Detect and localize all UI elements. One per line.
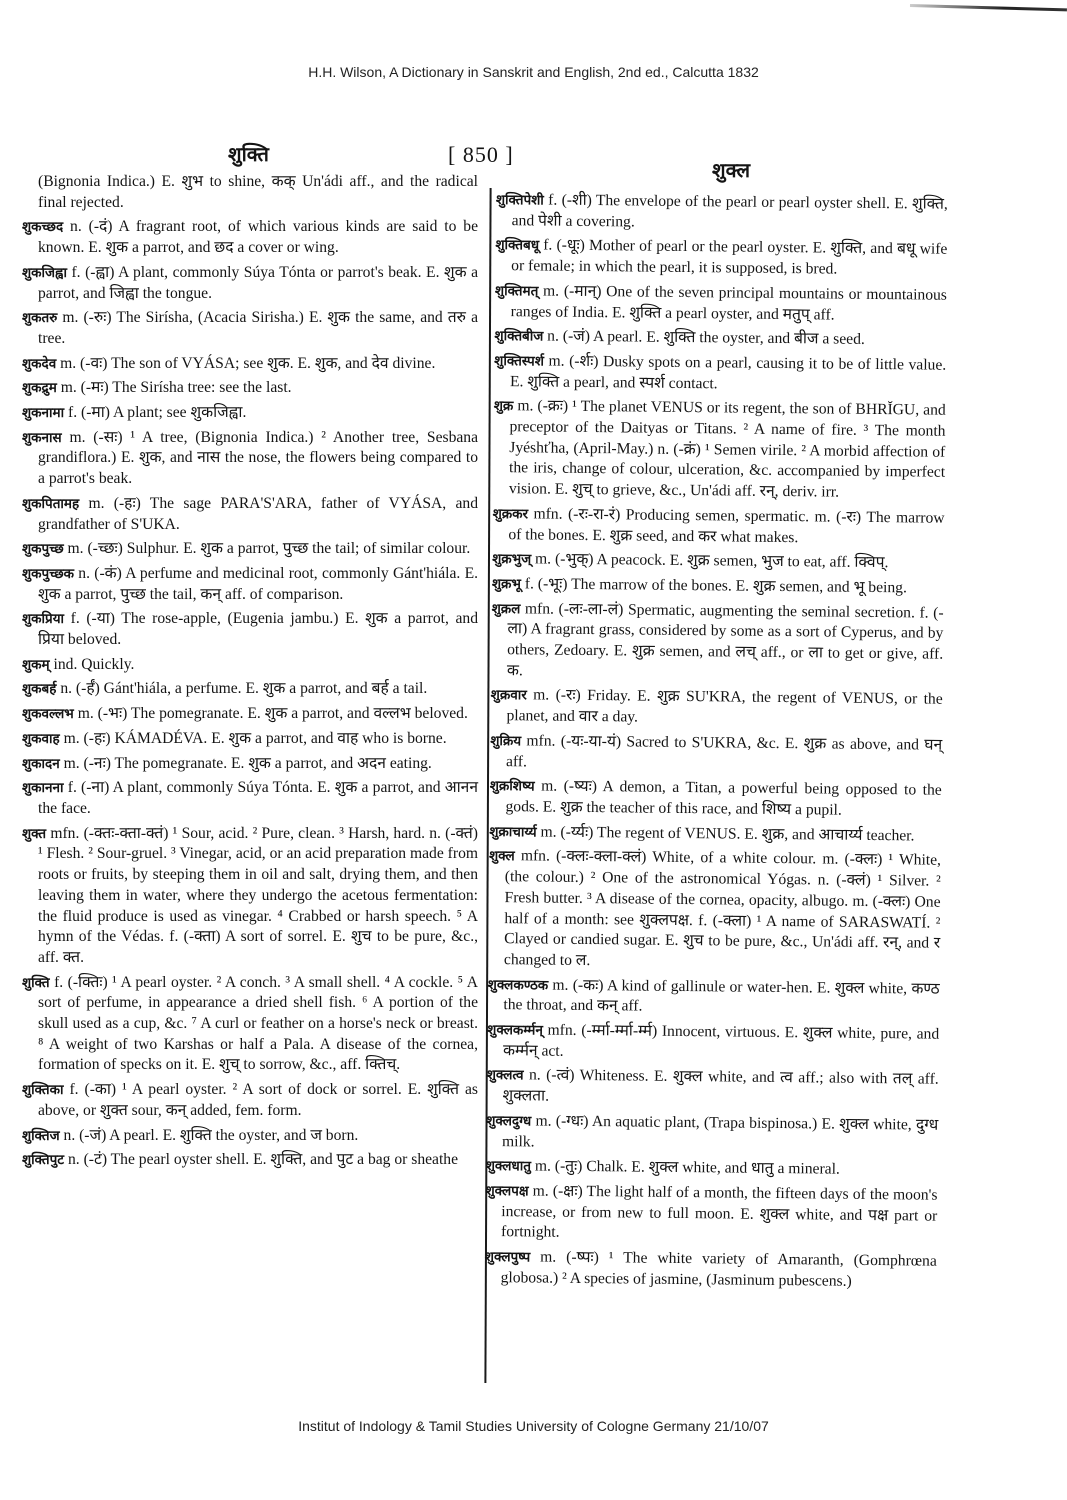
entry-definition: n. (-र्हं) Gánt'hiála, a perfume. E. शुक a parrot, and बर्ह a tail.	[56, 680, 428, 698]
dictionary-entry	[22, 1150, 478, 1171]
entry-headword: शुक्तिबधू	[495, 237, 540, 254]
dictionary-entry	[22, 378, 478, 399]
left-column	[22, 172, 478, 1175]
entry-definition: f. (-ना) A plant, commonly Súya Tónta. E. शुक a parrot, and आनन the face.	[38, 779, 478, 817]
entry-definition: m. (-क्रः) ¹ The planet VENUS or its regent, the son of BHRĬGU, and preceptor of the Daityas or Titans. ² A name of fire. ³ The month Jyéshťha, (April-May.) n. (-क्रं) ¹ Semen virile. ² A morbid affection of the iris, change of colour, ulceration, &c. accompanied by imperfect vision. E. शुच् to grieve, &c., Un'ádi aff. रन्, deriv. irr.	[508, 397, 946, 501]
entry-definition: f. (-भूः) The marrow of the bones. E. शुक्र semen, and भू being.	[520, 575, 907, 597]
dictionary-entry	[22, 609, 478, 650]
dictionary-entry	[487, 975, 939, 1021]
entry-definition: m. (-र्शः) Dusky spots on a pearl, causing it to be of little value. E. शुक्ति a pearl, and स्पर्श contact.	[509, 352, 947, 392]
dictionary-entry	[496, 190, 948, 236]
dictionary-entry	[492, 574, 944, 599]
entry-definition: f. (-क्तिः) ¹ A pearl oyster. ² A conch. ³ A small shell. ⁴ A cockle. ⁵ A sort of perfume, in appearance a dried shell fish. ⁶ A portion of the skull used as a cup, &c. ⁷ A curl or feather on a horse's neck or breast. ⁸ A weight of two Karshas or half a Pala. A disease of the cornea, formation of specks on it. E. शुच् to sorrow, &c., aff. क्तिच्.	[38, 973, 478, 1074]
entry-headword: शुकवल्लभ	[22, 706, 74, 723]
entry-headword: शुक्तिपेशी	[495, 191, 544, 209]
header-credit: H.H. Wilson, A Dictionary in Sanskrit and English, 2nd ed., Calcutta 1832	[308, 64, 759, 80]
entry-headword: शुकपितामह	[22, 495, 80, 512]
entry-definition: f. (-या) The rose-apple, (Eugenia jambu.) E. शुक a parrot, and प्रिया beloved.	[38, 610, 478, 649]
entry-headword: शुक्लधातु	[485, 1158, 532, 1175]
running-head-right: शुक्ल	[712, 158, 751, 182]
running-head-left: शुक्ति	[228, 142, 269, 166]
dictionary-entry	[494, 351, 946, 397]
entry-headword: शुक्त	[22, 825, 47, 842]
entry-definition: m. (-क्षः) The light half of a month, the fifteen days of the moon's increase, or from new to full moon. E. शुक्ल white, and पक्ष part or fortnight.	[501, 1182, 938, 1242]
dictionary-entry	[22, 263, 478, 304]
entry-definition: m. (-कः) A kind of gallinule or water-hen. E. शुक्ल white, कण्ठ the throat, and कन् aff.	[503, 976, 940, 1015]
dictionary-entry	[22, 679, 478, 700]
entry-headword: शुक्रल	[491, 600, 521, 617]
dictionary-entry	[22, 729, 478, 750]
entry-definition: f. (-मा) A plant; see शुकजिह्वा.	[64, 404, 247, 422]
entry-headword: शुक्तिका	[22, 1082, 64, 1099]
entry-definition: m. (-च्छः) Sulphur. E. शुक a parrot, पुच्छ the tail; of similar colour.	[63, 540, 471, 558]
entry-headword: शुक्तिमत्	[494, 282, 539, 300]
dictionary-entry	[22, 1080, 478, 1121]
entry-definition: n. (-त्वं) Whiteness. E. शुक्ल white, and त्व aff.; also with तल् aff. शुक्लता.	[502, 1066, 939, 1105]
entry-definition: m. (-हः) KÁMADÉVA. E. शुक a parrot, and वाह who is borne.	[59, 729, 447, 747]
entry-definition: m. (-रः) Friday. E. शुक्र SU'KRA, the regent of VENUS, or the planet, and वार a day.	[506, 686, 943, 726]
entry-headword: शुकनास	[22, 429, 62, 446]
entry-definition: n. (-टं) The pearl oyster shell. E. शुक्ति, and पुट a bag or sheathe	[64, 1151, 459, 1169]
entry-headword: शुक्रशिष्य	[489, 778, 535, 795]
dictionary-entry	[485, 1181, 938, 1248]
entry-definition: m. (-तुः) Chalk. E. शुक्ल white, and धातु a mineral.	[530, 1157, 840, 1178]
dictionary-entry	[486, 1065, 938, 1111]
entry-definition: mfn. (-रः-रा-रं) Producing semen, spermatic. m. (-रः) The marrow of the bones. E. शुक्र seed, and कर what makes.	[508, 505, 945, 546]
entry-headword: शुक्तिज	[22, 1127, 60, 1144]
dictionary-entry	[492, 504, 944, 550]
dictionary-entry	[22, 172, 478, 213]
entry-headword: शुकवाह	[22, 730, 60, 747]
entry-definition: m. (-भुक्) A peacock. E. शुक्र semen, भुज to eat, aff. क्विप्.	[531, 550, 889, 572]
dictionary-entry	[489, 776, 941, 822]
entry-headword: शुक्लकण्ठक	[487, 976, 549, 994]
dictionary-entry	[495, 281, 947, 327]
dictionary-entry	[491, 599, 944, 687]
entry-headword: शुकम्	[22, 656, 50, 673]
entry-definition: m. (-ष्यः) A demon, a Titan, a powerful being opposed to the gods. E. शुक्र the teacher of this race, and शिष्य a pupil.	[505, 777, 942, 819]
entry-definition: f. (-ह्वा) A plant, commonly Súya Tónta or parrot's beak. E. शुक a parrot, and जिह्वा the tongue.	[38, 263, 478, 302]
entry-headword: शुकादन	[22, 755, 60, 772]
dictionary-entry	[22, 704, 478, 725]
dictionary-entry	[494, 326, 946, 351]
entry-headword: शुक्र	[493, 398, 514, 415]
entry-headword: शुकबर्ह	[22, 681, 57, 698]
dictionary-entry	[490, 731, 942, 777]
dictionary-entry	[484, 1247, 936, 1293]
entry-headword: शुकानना	[22, 780, 64, 797]
entry-definition: ind. Quickly.	[49, 655, 135, 673]
entry-definition: n. (-दं) A fragrant root, of which various kinds are said to be known. E. शुक a parrot, and छद a cover or wing.	[38, 218, 478, 257]
entry-headword: शुक्ल	[488, 848, 515, 865]
dictionary-entry	[22, 973, 478, 1077]
entry-definition: f. (-का) ¹ A pearl oyster. ² A sort of dock or sorrel. E. शुक्ति as above, or शुक्त sour, कन् added, fem. form.	[38, 1081, 478, 1119]
entry-headword: शुकदेव	[22, 355, 57, 372]
entry-headword: शुक्लपुष्प	[484, 1248, 531, 1266]
dictionary-entry	[489, 822, 941, 847]
entry-definition: n. (-कं) A perfume and medicinal root, commonly Gánt'hiála. E. शुक a parrot, पुच्छ the tail, कन् aff. of comparison.	[38, 564, 478, 603]
entry-headword: शुक्राचार्य्य	[489, 823, 537, 841]
entry-definition: m. (-हः) The sage PARA'S'ARA, father of VYÁSA, and grandfather of S'UKA.	[38, 494, 478, 533]
entry-definition: (Bignonia Indica.) E. शुभ to shine, कक् Un'ádi aff., and the radical final rejected.	[38, 173, 478, 211]
dictionary-entry	[486, 1156, 938, 1181]
dictionary-entry	[22, 217, 478, 258]
entry-definition: f. (-शी) The envelope of the pearl or pearl oyster shell. E. शुक्ति, and पेशी a covering.	[511, 191, 948, 231]
entry-headword: शुकपुच्छ	[22, 541, 64, 558]
entry-headword: शुकनामा	[22, 405, 65, 422]
entry-headword: शुक्रवार	[490, 687, 527, 704]
entry-headword: शुक्लपक्ष	[485, 1182, 529, 1200]
dictionary-entry	[487, 1020, 939, 1066]
entry-headword: शुकतरु	[22, 310, 58, 327]
entry-definition: m. (-र्य्यः) The regent of VENUS. E. शुक्र, and आचार्य्य teacher.	[536, 823, 915, 845]
entry-definition: m. (-सः) ¹ A tree, (Bignonia Indica.) ² Another tree, Sesbana grandiflora.) E. शुक, and नास the nose, the flowers being compared to a parrot's beak.	[38, 428, 478, 488]
dictionary-entry	[22, 564, 478, 605]
dictionary-entry	[488, 846, 941, 975]
entry-definition: m. (-ग्धः) An aquatic plant, (Trapa bispinosa.) E. शुक्ल white, दुग्ध milk.	[501, 1112, 939, 1150]
scan-edge-line	[910, 4, 1067, 11]
entry-headword: शुक्तिपुट	[22, 1152, 65, 1169]
entry-headword: शुक्रभुज्	[492, 551, 532, 568]
entry-definition: mfn. (-क्लः-क्ला-क्लं) White, of a white colour. m. (-क्लः) ¹ White, (the colour.) ² One of the astronomical Yógas. n. (-क्लं) ¹ Silver. ² Fresh butter. ³ A disease of the cornea, opacity, albugo. m. (-क्लः) One half of a month: see शुक्लपक्ष. f. (-क्ला) ¹ A name of SARASWATÍ. ² Clayed or candied sugar. E. शुच to be pure, &c., Un'ádi aff. रन्, and र changed to ल.	[503, 847, 942, 969]
entry-headword: शुक्लदुग्ध	[486, 1112, 532, 1130]
dictionary-entry	[22, 754, 478, 775]
dictionary-entry	[22, 308, 478, 349]
entry-definition: m. (-नः) The pomegranate. E. शुक a parrot, and अदन eating.	[59, 754, 432, 772]
entry-headword: शुकप्रिया	[22, 611, 65, 628]
entry-headword: शुक्लत्व	[486, 1067, 524, 1084]
dictionary-entry	[22, 824, 478, 969]
dictionary-entry	[492, 549, 944, 574]
entry-definition: m. (-मान्) One of the seven principal mountains or mountainous ranges of India. E. शुक्ति a pearl oyster, and मतुप् aff.	[510, 282, 948, 324]
entry-definition: m. (-वः) The son of VYÁSA; see शुक. E. शुक, and देव divine.	[56, 354, 436, 372]
dictionary-entry	[22, 655, 478, 676]
entry-definition: m. (-ष्पः) ¹ The white variety of Amaranth, (Gomphrœna globosa.) ² A species of jasmine, (Jasminum pubescens.)	[500, 1248, 937, 1290]
entry-headword: शुक्तिस्पर्श	[494, 352, 545, 370]
entry-headword: शुकद्रुम	[22, 380, 57, 397]
entry-headword: शुक्रिय	[490, 732, 522, 750]
entry-headword: शुक्ति	[22, 974, 50, 991]
entry-headword: शुकजिह्वा	[22, 264, 67, 281]
entry-definition: n. (-जं) A pearl. E. शुक्ति the oyster, and ज born.	[59, 1126, 359, 1144]
page-number: [ 850 ]	[448, 142, 514, 167]
dictionary-entry	[22, 403, 478, 424]
entry-definition: mfn. (-र्म्मा-र्म्मा-र्म्म) Innocent, virtuous. E. शुक्ल white, pure, and कर्म्मन् act.	[502, 1021, 940, 1060]
entry-headword: शुक्लकर्म्मन्	[487, 1021, 543, 1039]
entry-definition: m. (-भः) The pomegranate. E. शुक a parrot, and वल्लभ beloved.	[73, 705, 468, 723]
dictionary-entry	[486, 1111, 938, 1157]
entry-headword: शुक्तिबीज	[494, 328, 544, 345]
dictionary-entry	[22, 778, 478, 819]
entry-definition: f. (-धूः) Mother of pearl or the pearl oyster. E. शुक्ति, and बधू wife or female; in which the pearl, it is supposed, is bred.	[511, 236, 948, 278]
dictionary-entry	[493, 396, 946, 504]
entry-headword: शुकपुच्छक	[22, 565, 75, 582]
dictionary-entry	[495, 235, 947, 281]
dictionary-entry	[22, 1126, 478, 1147]
entry-definition: n. (-जं) A pearl. E. शुक्ति the oyster, and बीज a seed.	[543, 327, 865, 349]
entry-headword: शुकच्छद	[22, 219, 64, 236]
entry-definition: mfn. (-लः-ला-लं) Spermatic, augmenting the seminal secretion. f. (-ला) A fragrant grass, considered by some as a sort of Cyperus, and by others, Zedoary. E. शुक्र semen, and लच् aff., or ला to get or give, aff. क.	[506, 599, 944, 680]
entry-headword: शुक्रकर	[492, 505, 529, 523]
entry-definition: m. (-रुः) The Sirísha, (Acacia Sirisha.) E. शुक the same, and तरु a tree.	[38, 309, 478, 347]
right-column	[484, 190, 948, 1297]
entry-headword: शुक्रभू	[491, 575, 522, 593]
dictionary-entry	[490, 685, 942, 731]
dictionary-entry	[22, 494, 478, 535]
entry-definition: mfn. (-यः-या-यं) Sacred to S'UKRA, &c. E. शुक्र as above, and घन् aff.	[505, 732, 943, 770]
dictionary-entry	[22, 539, 478, 560]
dictionary-entry	[22, 428, 478, 490]
entry-definition: mfn. (-क्तः-क्ता-क्तं) ¹ Sour, acid. ² Pure, clean. ³ Harsh, hard. n. (-क्तं) ¹ Flesh. ² Sour-gruel. ³ Vinegar, acid, or an acid preparation made from roots or fruits, by steeping them in oil and salt, drying them, and then leaving them in water, where they undergo the acetous fermentation: the fluid produce is used as vinegar. ⁴ Crabbed or harsh speech. ⁵ A hymn of the Védas. f. (-क्ता) A sort of sorrel. E. शुच to be pure, &c., aff. क्त.	[38, 824, 478, 966]
footer-credit: Institut of Indology & Tamil Studies University of Cologne Germany 21/10/07	[298, 1418, 769, 1434]
dictionary-entry	[22, 354, 478, 375]
entry-definition: m. (-मः) The Sirísha tree: see the last.	[56, 379, 292, 397]
